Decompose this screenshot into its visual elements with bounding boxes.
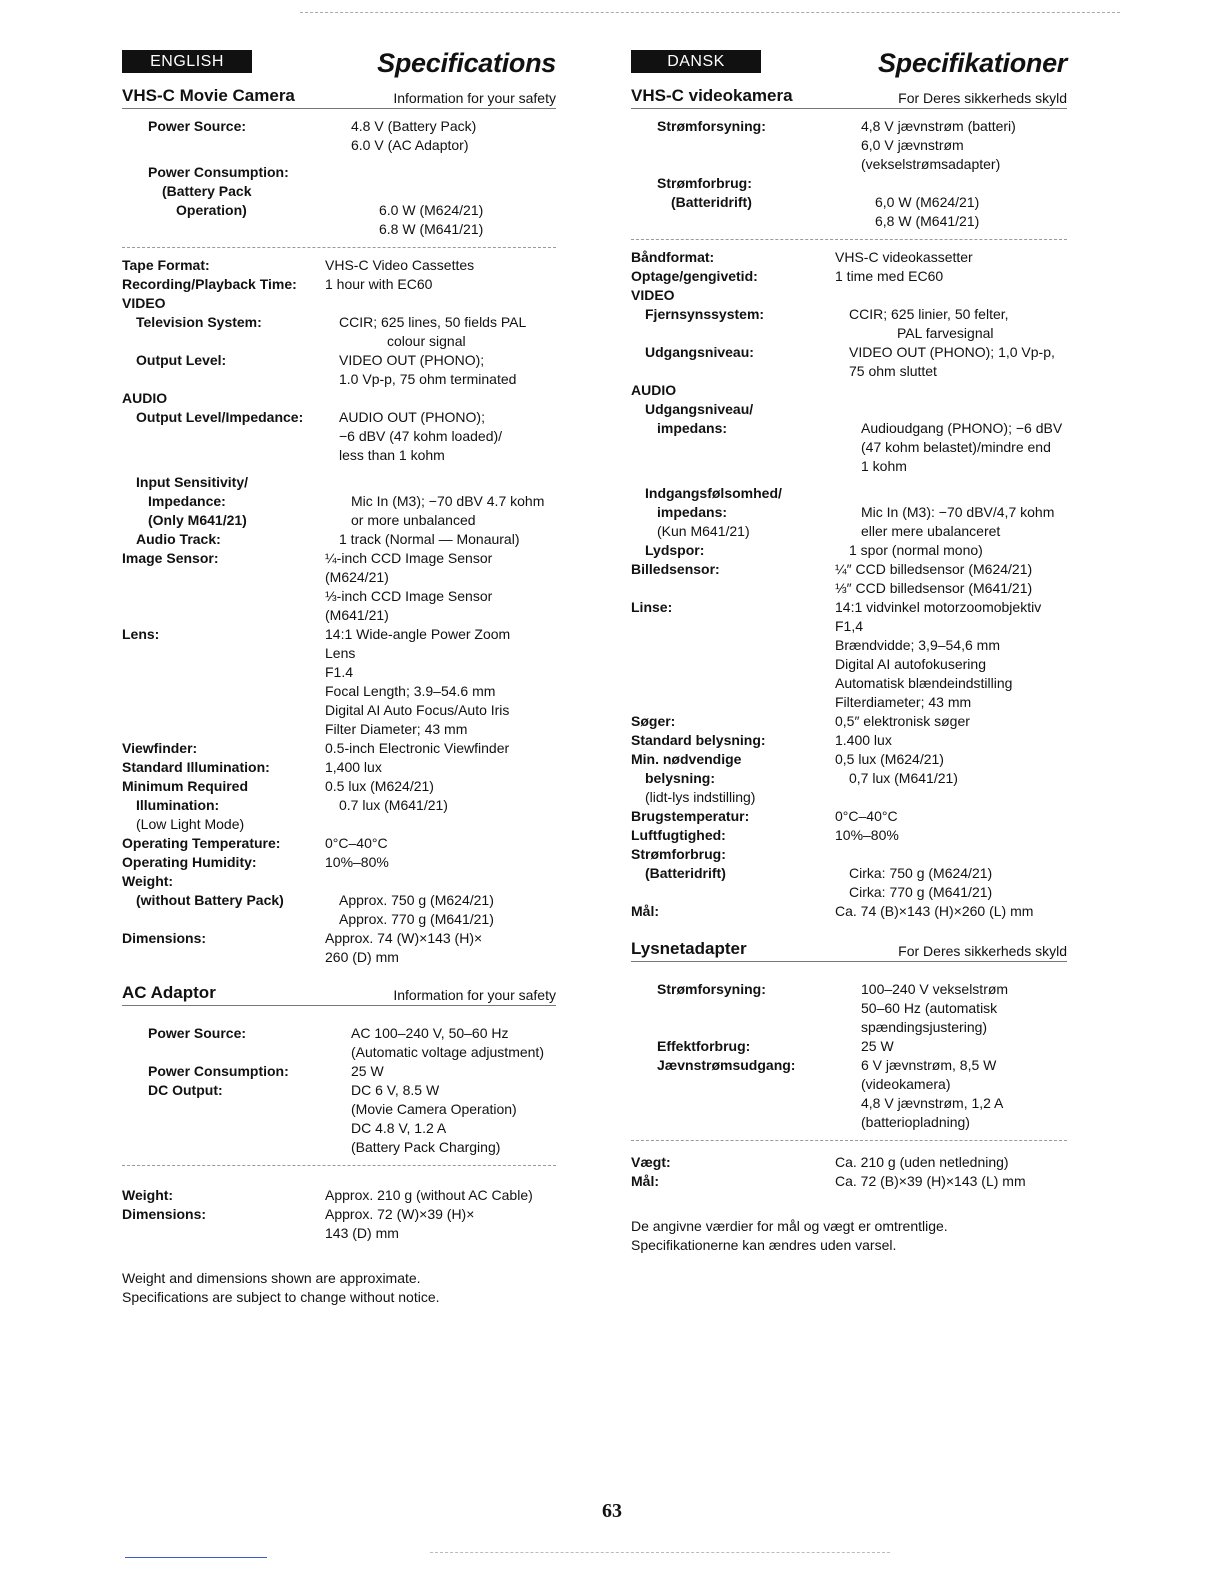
spec-label: (Batteridrift) [671,194,752,210]
spec-value-line: DC 6 V, 8.5 W [351,1082,440,1098]
page-title-specifications: Specifications [377,48,556,78]
spec-value-line: 4,8 V jævnstrøm (batteri) [861,118,1016,134]
spec-row [122,117,556,155]
spec-value-line: VIDEO OUT (PHONO); [339,352,485,368]
spec-value-line: Cirka: 750 g (M624/21) [849,865,993,881]
spec-value-line: 4.8 V (Battery Pack) [351,118,477,134]
spec-label: Søger: [631,713,676,729]
safety-note: Information for your safety [393,90,556,106]
spec-value-line: 6,0 V jævnstrøm [861,137,964,153]
spec-label: (Batteridrift) [645,865,726,881]
spec-value-line: CCIR; 625 lines, 50 fields PAL [339,314,527,330]
spec-value: 0,5″ elektronisk søger [835,713,970,729]
spec-row [122,182,556,201]
spec-value-line: 50–60 Hz (automatisk [861,1000,998,1016]
spec-label: Mål: [631,1173,659,1189]
spec-label: Standard belysning: [631,732,766,748]
safety-note-danish: For Deres sikkerheds skyld [898,943,1067,959]
note-line: Specifikationerne kan ændres uden varsel. [631,1237,897,1253]
spec-value-line: colour signal [387,333,466,349]
spec-group-label: VIDEO [122,295,166,311]
adaptor-section-title: AC Adaptor [122,983,216,1002]
spec-label: Dimensions: [122,930,207,946]
spec-value-line: AC 100–240 V, 50–60 Hz [351,1025,509,1041]
spec-label: (Kun M641/21) [657,523,750,539]
language-badge-danish: DANSK [631,50,761,73]
adaptor-section-title-danish: Lysnetadapter [631,939,747,958]
english-column [122,50,556,1307]
adaptor-power-block-danish [631,962,1067,1141]
spec-label: Optage/gengivetid: [631,268,758,284]
page-number: 63 [602,1500,622,1522]
spec-value-line: Approx. 74 (W)×143 (H)× [325,930,483,946]
spec-value-line: 14:1 Wide-angle Power Zoom [325,626,511,642]
spec-label: Udgangsniveau/ [645,401,754,417]
spec-label: Min. nødvendige [631,751,742,767]
spec-value-line: (videokamera) [861,1076,951,1092]
camera-section-title-danish: VHS-C videokamera [631,86,793,105]
spec-value: Mic In (M3); −70 dBV 4.7 kohm [351,493,545,509]
spec-value: Approx. 210 g (without AC Cable) [325,1187,533,1203]
spec-value: 0,5 lux (M624/21) [835,751,944,767]
spec-label: Lens: [122,626,160,642]
spec-value-line: AUDIO OUT (PHONO); [339,409,485,425]
spec-label: Television System: [136,314,262,330]
spec-value-line: (47 kohm belastet)/mindre end [861,439,1051,455]
spec-label: Luftfugtighed: [631,827,726,843]
spec-value-line: Approx. 770 g (M641/21) [339,911,494,927]
spec-value [351,117,556,155]
spec-label: Power Source: [148,118,247,134]
spec-value-line: spændingsjustering) [861,1019,988,1035]
spec-label: Dimensions: [122,1206,207,1222]
spec-value-line: Focal Length; 3.9–54.6 mm [325,683,496,699]
spec-label: belysning: [645,770,716,786]
spec-value-line: 4,8 V jævnstrøm, 1,2 A [861,1095,1004,1111]
spec-value-line: VIDEO OUT (PHONO); 1,0 Vp-p, [849,344,1055,360]
spec-label: Power Consumption: [148,1063,289,1079]
spec-label: (without Battery Pack) [136,892,284,908]
spec-label: impedans: [657,504,728,520]
spec-value: 25 W [351,1063,384,1079]
spec-label: impedans: [657,420,728,436]
spec-value-line: PAL farvesignal [897,325,994,341]
spec-value-line: ¼-inch CCD Image Sensor [325,550,493,566]
scan-artifact-bottom-line [125,1557,267,1558]
spec-label: Strømforsyning: [657,118,766,134]
spec-value-line: Brændvidde; 3,9–54,6 mm [835,637,1000,653]
spec-value: 0.5 lux (M624/21) [325,778,434,794]
spec-value: 0,7 lux (M641/21) [849,770,958,786]
spec-value: or more unbalanced [351,512,476,528]
spec-value-line: (batteriopladning) [861,1114,970,1130]
spec-value: 0°C–40°C [325,835,388,851]
spec-value [379,201,556,239]
spec-label: Fjernsynssystem: [645,306,765,322]
spec-label: Linse: [631,599,673,615]
camera-specs-block-danish [631,240,1067,929]
english-notes [122,1269,556,1307]
spec-label: Image Sensor: [122,550,219,566]
spec-value-line: 6.0 W (M624/21) [379,202,484,218]
spec-value: 1,400 lux [325,759,382,775]
spec-label: Standard Illumination: [122,759,270,775]
spec-value-line: ⅓-inch CCD Image Sensor [325,588,493,604]
spec-value-line: (vekselstrømsadapter) [861,156,1001,172]
adaptor-power-block [122,1006,556,1166]
spec-value: 25 W [861,1038,894,1054]
adaptor-section-header [122,983,556,1006]
spec-label: Output Level: [136,352,227,368]
spec-value-line: Filter Diameter; 43 mm [325,721,468,737]
spec-value: 1 time med EC60 [835,268,944,284]
spec-label: Weight: [122,1187,174,1203]
spec-value: Ca. 74 (B)×143 (H)×260 (L) mm [835,903,1034,919]
spec-value-line: Automatisk blændeindstilling [835,675,1013,691]
spec-label: (Low Light Mode) [136,816,245,832]
spec-value-line: 100–240 V vekselstrøm [861,981,1009,997]
spec-value-line: less than 1 kohm [339,447,445,463]
language-badge-english: ENGLISH [122,50,252,73]
camera-specs-block [122,248,556,975]
spec-value-line: 6.8 W (M641/21) [379,221,484,237]
page-title-specifikationer: Specifikationer [877,48,1067,78]
scan-artifact-top-line [300,12,1120,13]
note-line: De angivne værdier for mål og vægt er omtrentlige. [631,1218,948,1234]
spec-value: 10%–80% [835,827,899,843]
spec-label: Jævnstrømsudgang: [657,1057,796,1073]
spec-label: Recording/Playback Time: [122,276,297,292]
spec-label: Båndformat: [631,249,715,265]
spec-label: Tape Format: [122,257,210,273]
spec-label: Operating Humidity: [122,854,257,870]
safety-note: Information for your safety [393,987,556,1003]
spec-value-line: F1.4 [325,664,354,680]
spec-value-line: Approx. 72 (W)×39 (H)× [325,1206,475,1222]
spec-value-line: (Automatic voltage adjustment) [351,1044,544,1060]
spec-label: Effektforbrug: [657,1038,751,1054]
spec-group-label: AUDIO [631,382,677,398]
spec-value-line: (Movie Camera Operation) [351,1101,517,1117]
spec-label: Brugstemperatur: [631,808,750,824]
spec-value-line: (M624/21) [325,569,389,585]
camera-power-block-danish [631,109,1067,240]
spec-value-line: 260 (D) mm [325,949,399,965]
spec-value: 1 spor (normal mono) [849,542,983,558]
spec-value-line: ⅓″ CCD billedsensor (M641/21) [835,580,1033,596]
spec-group-label: AUDIO [122,390,168,406]
spec-label: Illumination: [136,797,220,813]
spec-label: Strømforbrug: [657,175,752,191]
spec-label: Viewfinder: [122,740,198,756]
adaptor-specs-block-danish [631,1141,1067,1199]
adaptor-specs-block [122,1166,556,1251]
spec-value-line: ¼″ CCD billedsensor (M624/21) [835,561,1033,577]
spec-label: Lydspor: [645,542,705,558]
spec-label: (lidt-lys indstilling) [645,789,756,805]
danish-notes [631,1217,1067,1255]
spec-label: Strømforsyning: [657,981,766,997]
spec-value: 0°C–40°C [835,808,898,824]
spec-label: Input Sensitivity/ [136,474,249,490]
spec-value-line: Filterdiameter; 43 mm [835,694,972,710]
english-header [122,50,556,86]
spec-value: 0.5-inch Electronic Viewfinder [325,740,510,756]
spec-value-line: 1.0 Vp-p, 75 ohm terminated [339,371,517,387]
spec-value: 1.400 lux [835,732,892,748]
scan-artifact-bottom-dashes [430,1552,890,1553]
danish-header [631,50,1067,86]
spec-label: DC Output: [148,1082,223,1098]
spec-value-line: Cirka: 770 g (M641/21) [849,884,993,900]
spec-value-line: (Battery Pack Charging) [351,1139,501,1155]
camera-power-block [122,109,556,248]
spec-row [122,201,556,239]
spec-value: Mic In (M3): −70 dBV/4,7 kohm [861,504,1055,520]
spec-value-line: Approx. 750 g (M624/21) [339,892,494,908]
spec-label: Billedsensor: [631,561,720,577]
spec-value: 1 track (Normal — Monaural) [339,531,520,547]
camera-section-header [122,86,556,109]
spec-label: Audio Track: [136,531,221,547]
danish-column [631,50,1067,1255]
spec-value: Ca. 72 (B)×39 (H)×143 (L) mm [835,1173,1026,1189]
spec-value-line: CCIR; 625 linier, 50 felter, [849,306,1009,322]
spec-value-line: F1,4 [835,618,864,634]
spec-value-line: 6.0 V (AC Adaptor) [351,137,469,153]
spec-value: 1 hour with EC60 [325,276,433,292]
spec-label: Impedance: [148,493,226,509]
adaptor-section-header-danish [631,939,1067,962]
note-line: Weight and dimensions shown are approximate. [122,1270,421,1286]
spec-value: VHS-C videokassetter [835,249,973,265]
spec-value-line: 6,0 W (M624/21) [875,194,980,210]
spec-label: Udgangsniveau: [645,344,754,360]
spec-group-label: VIDEO [631,287,675,303]
spec-value-line: (M641/21) [325,607,389,623]
camera-section-header-danish [631,86,1067,109]
spec-row [122,163,556,182]
spec-value: Ca. 210 g (uden netledning) [835,1154,1009,1170]
spec-label: (Battery Pack [162,183,252,199]
spec-value-line: 6 V jævnstrøm, 8,5 W [861,1057,997,1073]
spec-value-line: 6,8 W (M641/21) [875,213,980,229]
spec-label: Operation) [176,202,247,218]
spec-value: 10%–80% [325,854,389,870]
spec-label: Strømforbrug: [631,846,726,862]
spec-value-line: Audioudgang (PHONO); −6 dBV [861,420,1063,436]
spec-value-line: 1 kohm [861,458,907,474]
spec-label: Vægt: [631,1154,671,1170]
spec-label: Power Consumption: [148,164,289,180]
spec-value: VHS-C Video Cassettes [325,257,475,273]
camera-section-title: VHS-C Movie Camera [122,86,295,105]
spec-label: (Only M641/21) [148,512,247,528]
spec-label: Operating Temperature: [122,835,281,851]
spec-value-line: 14:1 vidvinkel motorzoomobjektiv [835,599,1042,615]
spec-label: Indgangsfølsomhed/ [645,485,782,501]
safety-note-danish: For Deres sikkerheds skyld [898,90,1067,106]
spec-value-line: Digital AI autofokusering [835,656,986,672]
spec-value: eller mere ubalanceret [861,523,1001,539]
spec-value-line: 143 (D) mm [325,1225,399,1241]
spec-label: Output Level/Impedance: [136,409,304,425]
spec-value: 0.7 lux (M641/21) [339,797,448,813]
spec-value-line: −6 dBV (47 kohm loaded)/ [339,428,503,444]
spec-label: Power Source: [148,1025,247,1041]
spec-label: Minimum Required [122,778,249,794]
spec-value-line: DC 4.8 V, 1.2 A [351,1120,447,1136]
spec-label: Weight: [122,873,174,889]
spec-value-line: Lens [325,645,356,661]
spec-value-line: Digital AI Auto Focus/Auto Iris [325,702,510,718]
spec-label: Mål: [631,903,659,919]
spec-value-line: 75 ohm sluttet [849,363,937,379]
note-line: Specifications are subject to change without notice. [122,1289,440,1305]
